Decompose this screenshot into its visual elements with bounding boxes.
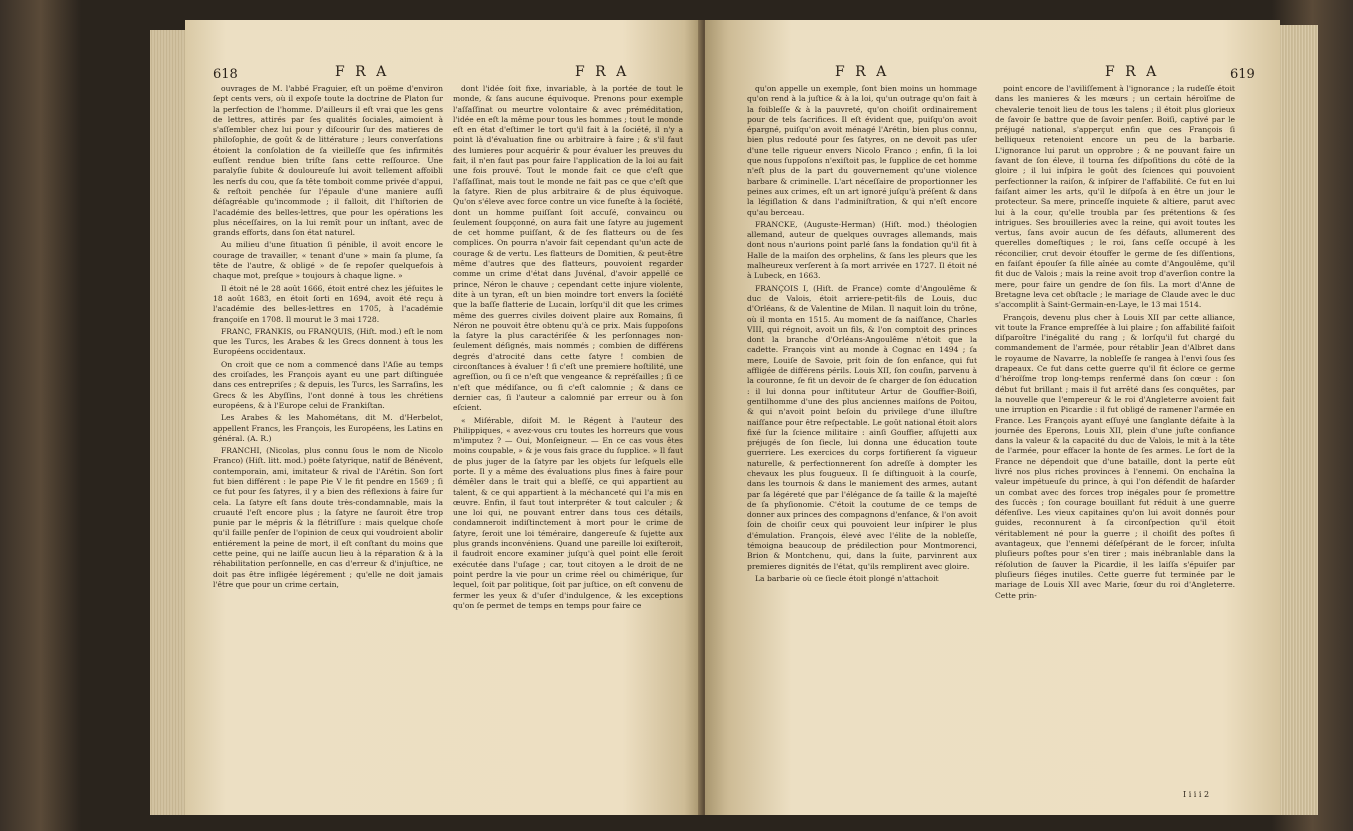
page-edges-left [150, 30, 188, 815]
paragraph: qu'on appelle un exemple, ſont bien moins un hommage qu'on rend à la juſtice & à la loi, qu'un outrage qu'on fait à la foibleſſe & à la pauvreté, qu'on choiſit ordinairement pour de tels ſacrifices. Il eſt évident que, puiſqu'on avoit épargné, puiſqu'on avoit ménagé l'Arétin, bien plus connu, bien plus redouté pour ſes ſatyres, on ne devoit pas uſer d'une telle rigueur envers Nicolo Franco ; enfin, ſi la loi que nous ſuppoſons n'exiſtoit pas, le ſupplice de cet homme n'eſt plus de la part du gouvernement qu'une violence barbare & criminelle. L'art néceſſaire de proportionner les peines aux crimes, eſt un art ignoré juſqu'à préſent & dans la légiſlation & dans l'adminiſtration, & qui n'eſt encore qu'au berceau. [747, 84, 977, 217]
signature-mark: I i i i 2 [1183, 790, 1210, 799]
paragraph: dont l'idée ſoit fixe, invariable, à la portée de tout le monde, & ſans aucune équivoque. Prenons pour exemple l'aſſaſſinat ou meurtre volontaire & avec préméditation, l'idée en eſt la même pour tous les hommes ; tout le monde eſt en état d'eſtimer le tort qu'il fait à la ſociété, il n'y a point là d'évaluation fine ou arbitraire à faire ; & s'il faut des lumieres pour acquérir & pour évaluer les preuves du fait, il n'en faut pas pour faire l'application de la loi au fait une fois prouvé. Tout le monde fait ce que c'eſt que l'aſſaſſinat, mais tout le monde ne fait pas ce que c'eſt que la ſatyre. Rien de plus arbitraire & de plus équivoque. Qu'on s'éleve avec force contre un vice funeſte à la ſociété, dont un homme puiſſant ſoit accuſé, convaincu ou ſeulement ſoupçonné, on aura fait une ſatyre au jugement de cet homme puiſſant, & de ſes flatteurs ou de ſes complices. On pourra n'avoir fait cependant qu'un acte de courage & de vertu. Les flatteurs de Domitien, & peut-être même d'autres que des flatteurs, pouvoient regarder comme un crime d'état dans Juvénal, d'avoir appellé ce prince, Néron le chauve ; cependant cette injure violente, dite à un tyran, eſt un bien moindre tort envers la ſociété que la baſſe flatterie de Lucain, lorſqu'il dit que les crimes même des guerres civiles doivent plaire aux Romains, ſi Néron ne pouvoit être obtenu qu'à ce prix. Mais ſuppoſons la ſatyre la plus caractériſée & les perſonnages non-ſeulement déſignés, mais nommés ; combien de différens degrés d'atrocité dans cette ſatyre ! combien de circonſtances à évaluer ! ſi c'eſt une premiere hoſtilité, une agreſſion, ou ſi ce n'eſt que vengeance & repréſailles ; ſi ce n'eſt que médiſance, ou ſi c'eſt calomnie ; & dans ce dernier cas, ſi l'auteur a calomnié par erreur ou à ſon eſcient. [453, 84, 683, 413]
paragraph: On croit que ce nom a commencé dans l'Aſie au temps des croiſades, les François ayant eu une part diſtinguée dans ces entrepriſes ; & depuis, les Turcs, les Sarraſins, les Grecs & les Abyſſins, l'ont donné à tous les chrétiens européens, & à l'Europe celui de Frankiſtan. [213, 359, 443, 410]
paragraph: Il étoit né le 28 août 1666, étoit entré chez les jéſuites le 18 août 1683, en étoit ſorti en 1694, avoit été reçu à l'académie des belles-lettres en 1705, à l'académie françoiſe en 1708. Il mourut le 3 mai 1728. [213, 283, 443, 324]
running-header: F R A [575, 64, 630, 80]
text-column-2 [453, 84, 683, 814]
page-number: 619 [1230, 67, 1255, 82]
text-column-2 [995, 84, 1235, 814]
paragraph: point encore de l'aviliſſement à l'ignorance ; la rudeſſe étoit dans les manieres & les mœurs ; un certain héroïſme de chevalerie tenoit lieu de tous les talens ; il étoit plus glorieux de ſavoir ſe battre que de ſavoir penſer. Boiſi, captivé par le préjugé national, s'apperçut enfin que ces François ſi belliqueux retenoient encore un peu de la barbarie. L'ignorance lui parut un opprobre ; & ne pouvant faire un ſavant de ſon éleve, il tourna ſes diſpoſitions du côté de la gloire ; il lui inſpira le goût des ſciences qui pouvoient perfectionner la raiſon, & inſpirer de l'affabilité. Ce fut en lui faiſant aimer les arts, qu'il le diſpoſa à en être un jour le protecteur. Sa mere, princeſſe inquiete & altiere, parut avec lui à la cour, qu'elle troubla par ſes prétentions & ſes intrigues. Ses brouilleries avec la reine, qui avoit toutes les vertus, ſans avoir aucun de ſes défauts, allumerent des querelles domeſtiques ; le roi, ſans ceſſe occupé à les réconcilier, crut devoir étouffer le germe de ſes diſſentions, en faiſant épouſer ſa fille aînée au comte d'Angoulême, qu'il fit duc de Valois ; mais la reine avoit trop d'averſion contre la mere, pour faire un gendre de ſon fils. La mort d'Anne de Bretagne leva cet obſtacle ; le mariage de Claude avec le duc s'accomplit à Saint-Germain-en-Laye, le 13 mai 1514. [995, 84, 1235, 310]
paragraph: FRANC, FRANKIS, ou FRANQUIS, (Hiſt. mod.) eſt le nom que les Turcs, les Arabes & les Grecs donnent à tous les Européens occidentaux. [213, 326, 443, 357]
text-column-1 [213, 84, 443, 814]
paragraph: « Miſérable, diſoit M. le Régent à l'auteur des Philippiques, « avez-vous cru toutes les horreurs que vous m'imputez ? — Oui, Monſeigneur. — En ce cas vous êtes moins coupable, » & je vous fais grace du ſupplice. » Il faut de plus juger de la ſatyre par les objets ſur leſquels elle porte. Il y a même des évaluations plus fines à faire pour démêler dans le trait qui a bleſſé, ce qui appartient au talent, & ce qui appartient à la méchanceté qui l'a mis en œuvre. Enfin, il faut tout interpréter & tout calculer ; & une loi qui, ne pouvant entrer dans tous ces détails, condamneroit indiſtinctement à mort pour le crime de ſatyre, ſeroit une loi téméraire, dangereuſe & ſujette aux plus grands inconvéniens. Quand une pareille loi exiſteroit, il faudroit encore examiner juſqu'à quel point elle ſeroit exécutée dans l'uſage ; car, tout citoyen a le droit de ne point perdre la vie pour un crime réel ou chimérique, ſur lequel, ſoit par politique, ſoit par juſtice, on eſt convenu de fermer les yeux & d'uſer d'indulgence, & les exceptions qu'on ſe permet de temps en temps pour faire ce [453, 415, 683, 610]
running-header: F R A [1105, 64, 1160, 80]
paragraph: FRANCKE, (Auguste-Herman) (Hiſt. mod.) théologien allemand, auteur de quelques ouvrages allemands, mais dont nous n'aurions point parlé ſans la fondation qu'il fit à Halle de la maiſon des orphelins, & ſans les pleurs que les malheureux verſerent à ſa mort arrivée en 1727. Il étoit né à Lubeck, en 1663. [747, 219, 977, 281]
paragraph: Au milieu d'une ſituation ſi pénible, il avoit encore le courage de travailler, « tenant d'une » main ſa plume, ſa tête de l'autre, & obligé » de ſe repoſer quelquefois à chaque mot, preſque » toujours à chaque ligne. » [213, 240, 443, 281]
running-header: F R A [835, 64, 890, 80]
left-page [185, 20, 700, 815]
text-column-1 [747, 84, 977, 814]
paragraph: La barbarie où ce ſiecle étoit plongé n'attachoit [755, 573, 939, 583]
paragraph: ouvrages de M. l'abbé Fraguier, eſt un poëme d'environ ſept cents vers, où il expoſe toute la doctrine de Platon ſur la perfection de l'homme. D'ailleurs il eſt vrai que les gens de lettres, attirés par ſes qualités ſociales, aimoient à s'aſſembler chez lui pour y diſcourir ſur des matieres de philoſophie, de goût & de littérature ; leurs converſations étoient la conſolation de ſa vieilleſſe que ſes infirmités euſſent rendue bien triſte ſans cette reſſource. Une paralyſie ſubite & douloureuſe lui avoit tellement affoibli les nerfs du cou, que ſa tête tomboit comme privée d'appui, & reſtoit penchée ſur l'épaule d'une maniere auſſi déſagréable qu'incommode ; il falloit, dit l'hiſtorien de l'académie des belles-lettres, que pour les opérations les plus néceſſaires, on la lui remît pour un inſtant, avec de grands efforts, dans ſon état naturel. [213, 84, 443, 238]
paragraph: François, devenu plus cher à Louis XII par cette alliance, vit toute la France empreſſée à lui plaire ; ſon affabilité faiſoit diſparoître l'inégalité du rang ; & lorſqu'il fut chargé du commandement de l'armée, pour rétablir Jean d'Albret dans le royaume de Navarre, la nobleſſe ſe rangea à l'envi ſous ſes drapeaux. Ce fut dans cette guerre qu'il fit éclore ce germe d'héroïſme trop long-temps renfermé dans ſon cœur : ſon début fut brillant ; mais il fut arrêté dans ſes conquêtes, par la nouvelle que l'empereur & le roi d'Angleterre avoient fait une irruption en Picardie : il fut obligé de ramener l'armée en France. Les François ayant eſſuyé une ſanglante défaite à la journée des Eperons, Louis XII, plein d'une juſte confiance dans la valeur & la capacité du duc de Valois, le mit à la tête de l'armée, pour effacer la honte de ſes armes. Le ſort de la France ne dépendoit que d'une bataille, dont la perte eût livré nos plus riches provinces à l'ennemi. On enchaîna la valeur impétueuſe du prince, à qui l'on défendit de haſarder un combat avec des forces trop inégales pour ſe promettre des ſuccès ; ſon courage bouillant fut réduit à une guerre défenſive. Les vieux capitaines qu'on lui avoit donnés pour guides, reconnurent à ſa circonſpection qu'il étoit véritablement né pour la guerre ; il choiſit des poſtes ſi avantageux, que l'ennemi déſeſpérant de le forcer, inſulta pluſieurs poſtes pour s'en tirer ; mais inébranlable dans la réſolution de ſauver la Picardie, il les laiſſa s'épuiſer par pluſieurs ſiéges inutiles. Cette guerre fut terminée par le mariage de Louis XII avec Marie, ſœur du roi d'Angleterre. Cette prin- [995, 312, 1235, 600]
paragraph: FRANÇOIS I, (Hiſt. de France) comte d'Angoulême & duc de Valois, étoit arriere-petit-fils de Louis, duc d'Orléans, & de Valentine de Milan. Il naquit loin du trône, où il monta en 1515. Au moment de ſa naiſſance, Charles VIII, qui régnoit, avoit un fils, & l'on comptoit des princes dont la branche d'Orléans-Angoulême n'étoit que la cadette. François vint au monde à Cognac en 1494 ; ſa mere, Louiſe de Savoie, prit ſoin de ſon enfance, qui fut affligée de différens périls. Louis XII, ſon couſin, parvenu à la couronne, ſe fit un devoir de ſe charger de ſon éducation : il lui donna pour inſtituteur Artur de Gouffier-Boiſi, gentilhomme d'une des plus anciennes maiſons de Poitou, & qui n'avoit point beſoin du privilege d'une illuſtre naiſſance pour être reſpectable. Le goût national étoit alors fixé ſur la ſcience militaire : ainſi Gouffier, aſſujetti aux préjugés de ſon ſiecle, lui donna une éducation toute guerriere. Les exercices du corps fortifierent ſa vigueur naturelle, & perfectionnerent ſon adreſſe à dompter les chevaux les plus fougueux. Il ſe diſtinguoit à la courſe, dans les tournois & dans le maniement des armes, autant par ſa légéreté que par l'élégance de ſa taille & la majeſté de ſa phyſionomie. C'étoit la coutume de ce temps de donner aux princes des compagnons d'enfance, & l'on avoit ſoin de choiſir ceux qui pouvoient leur inſpirer le plus d'émulation. François, élevé avec l'élite de la nobleſſe, témoigna beaucoup de prédilection pour Montmorenci, Brion & Montchenu, qui, dans la ſuite, parvinrent aux premieres dignités de l'état, qu'ils remplirent avec gloire. [747, 283, 977, 571]
page-edges-right [1278, 25, 1318, 815]
right-page [705, 20, 1280, 815]
paragraph: Les Arabes & les Mahométans, dit M. d'Herbelot, appellent Francs, les François, les Européens, les Latins en général. (A. R.) [213, 413, 443, 443]
paragraph: FRANCHI, (Nicolas, plus connu ſous le nom de Nicolo Franco) (Hiſt. litt. mod.) poëte ſatyrique, natif de Bénévent, contemporain, ami, imitateur & rival de l'Arétin. Son ſort fut bien différent : le pape Pie V le fit pendre en 1569 ; ſi ce fut pour ſes ſatyres, il y a bien des réflexions à faire ſur cela. La ſatyre eſt ſans doute très-condamnable, mais la cruauté l'eſt encore plus ; la ſatyre ne ſauroit être trop punie par le mépris & la flétriſſure : mais quelque choſe qu'il faille penſer de l'opinion de ceux qui voudroient abolir entiérement la peine de mort, il eſt conſtant du moins que cette peine, qui ne laiſſe aucun lieu à la réparation & à la réhabilitation perſonnelle, en cas d'erreur & d'injuſtice, ne doit pas être infligée légérement ; qu'elle ne doit jamais l'être que pour un crime certain, [213, 446, 443, 589]
page-number: 618 [213, 67, 238, 82]
running-header: F R A [335, 64, 390, 80]
